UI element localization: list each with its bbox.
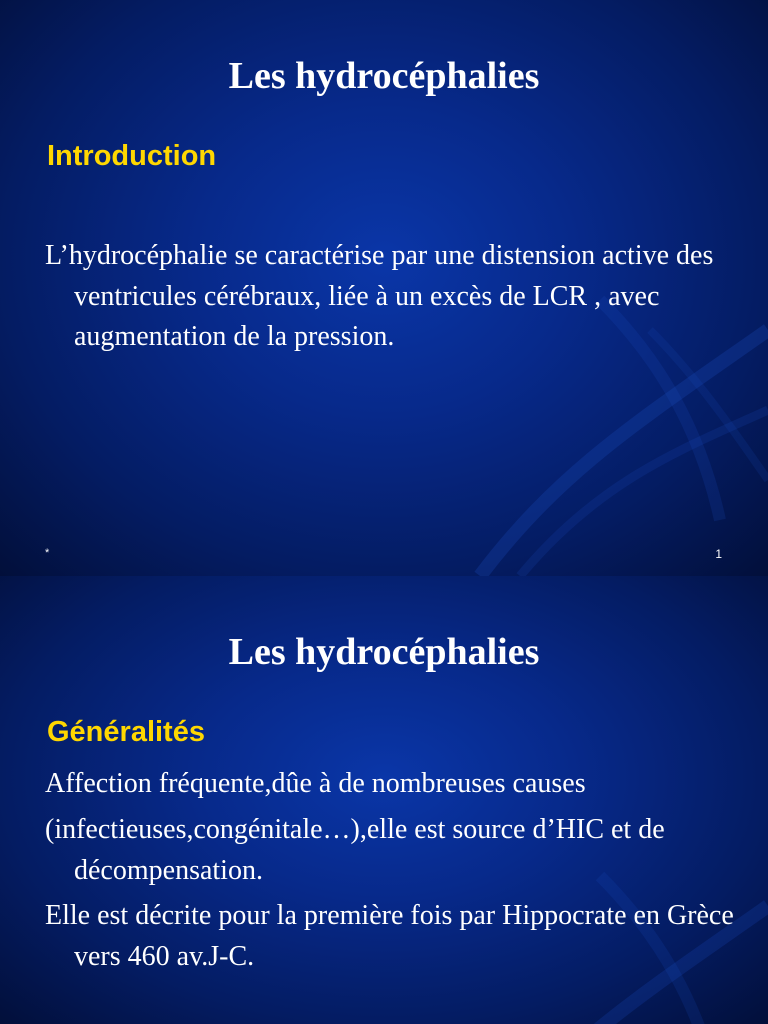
- slide-title: Les hydrocéphalies: [228, 55, 540, 97]
- slide-2: [0, 576, 768, 1024]
- slide-number: 1: [715, 547, 722, 561]
- slide-body-text: L’hydrocéphalie se caractérise par une distension active des ventricules cérébraux, liée à un excès de LCR , avec augmentation de la pression.: [45, 240, 714, 352]
- slide-body-text: Affection fréquente,dûe à de nombreuses causes: [45, 768, 586, 799]
- footer-date-placeholder: *: [45, 547, 50, 559]
- slide-title: Les hydrocéphalies: [228, 631, 540, 673]
- slide-body-text: Elle est décrite pour la première fois par Hippocrate en Grèce vers 460 av.J-C.: [45, 900, 734, 972]
- slide-subtitle: Généralités: [47, 716, 205, 748]
- slide-subtitle: Introduction: [47, 140, 217, 172]
- slide-body-text: (infectieuses,congénitale…),elle est source d’HIC et de décompensation.: [45, 814, 665, 886]
